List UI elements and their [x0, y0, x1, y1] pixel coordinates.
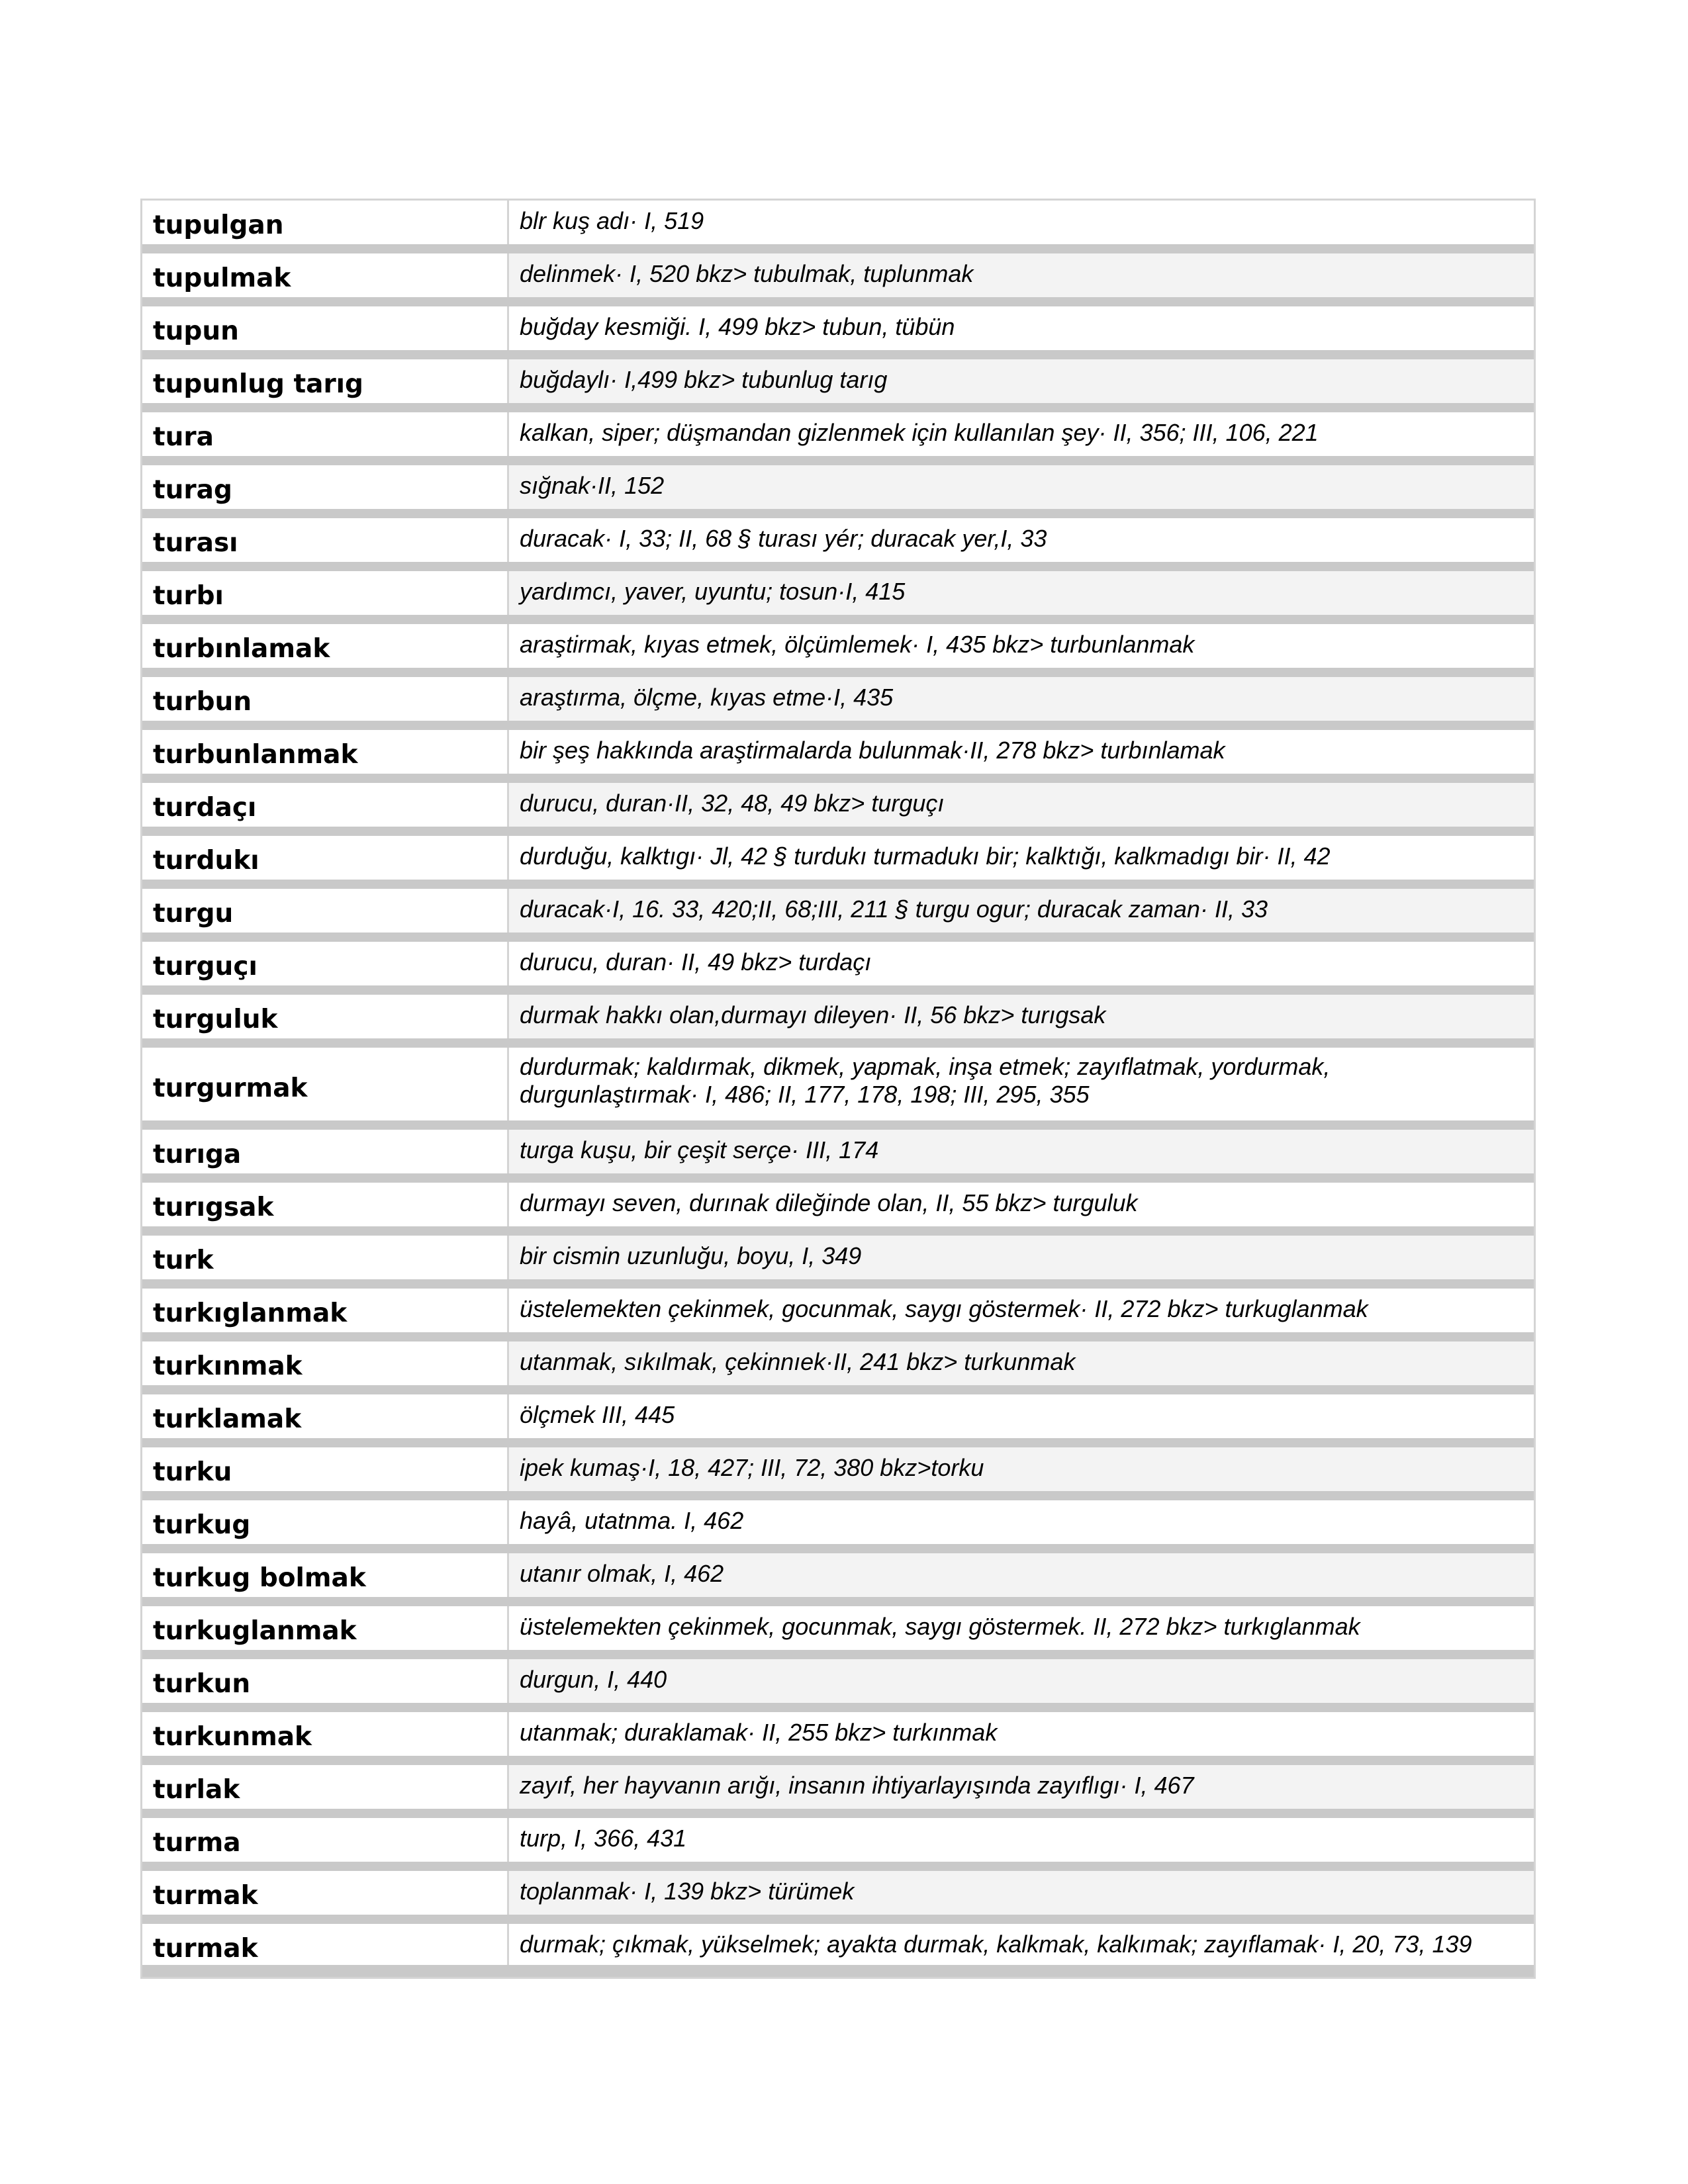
term-cell: turma — [142, 1818, 509, 1862]
term-cell: turku — [142, 1447, 509, 1491]
table-row — [142, 359, 1534, 412]
table-row — [142, 1236, 1534, 1289]
term-cell: turbunlanmak — [142, 730, 509, 774]
definition-cell: turp, I, 366, 431 — [509, 1818, 1534, 1862]
definition-cell: üstelemekten çekinmek, gocunmak, saygı göstermek· II, 272 bkz> turkuglanmak — [509, 1289, 1534, 1332]
definition-cell: turga kuşu, bir çeşit serçe· III, 174 — [509, 1130, 1534, 1173]
term-cell: turkınmak — [142, 1342, 509, 1385]
table-row — [142, 518, 1534, 571]
table-row — [142, 1500, 1534, 1553]
term-cell: turguluk — [142, 995, 509, 1038]
definition-cell: buğday kesmiği. I, 499 bkz> tubun, tübün — [509, 306, 1534, 350]
table-row — [142, 1289, 1534, 1342]
term-cell: turıgsak — [142, 1183, 509, 1226]
table-row — [142, 1048, 1534, 1130]
term-cell: tupulgan — [142, 201, 509, 244]
table-row — [142, 306, 1534, 359]
definition-cell: hayâ, utatnma. I, 462 — [509, 1500, 1534, 1544]
definition-cell: durduğu, kalktıgı· Jl, 42 § turdukı turmadukı bir; kalktığı, kalkmadıgı bir· II, 42 — [509, 836, 1534, 880]
table-row — [142, 942, 1534, 995]
dictionary-table — [140, 199, 1536, 1979]
term-cell: turkıglanmak — [142, 1289, 509, 1332]
term-cell: turbun — [142, 677, 509, 721]
definition-cell: utanır olmak, I, 462 — [509, 1553, 1534, 1597]
term-cell: turkug bolmak — [142, 1553, 509, 1597]
table-row — [142, 1130, 1534, 1183]
definition-cell: utanmak; duraklamak· II, 255 bkz> turkınmak — [509, 1712, 1534, 1756]
table-row — [142, 1394, 1534, 1447]
definition-cell: durucu, duran·II, 32, 48, 49 bkz> turguçı — [509, 783, 1534, 827]
term-cell: turkun — [142, 1659, 509, 1703]
term-cell: turgu — [142, 889, 509, 933]
term-cell: turguçı — [142, 942, 509, 985]
definition-cell: yardımcı, yaver, uyuntu; tosun·I, 415 — [509, 571, 1534, 615]
term-cell: tura — [142, 412, 509, 456]
table-row — [142, 253, 1534, 306]
term-cell: turkunmak — [142, 1712, 509, 1756]
term-cell: tupun — [142, 306, 509, 350]
definition-cell: durmayı seven, durınak dileğinde olan, II, 55 bkz> turguluk — [509, 1183, 1534, 1226]
table-row — [142, 995, 1534, 1048]
definition-cell: kalkan, siper; düşmandan gizlenmek için kullanılan şey· II, 356; III, 106, 221 — [509, 412, 1534, 456]
definition-cell: utanmak, sıkılmak, çekinnıek·II, 241 bkz> turkunmak — [509, 1342, 1534, 1385]
term-cell: turbı — [142, 571, 509, 615]
term-cell: tupulmak — [142, 253, 509, 297]
table-row — [142, 1342, 1534, 1394]
definition-cell: durucu, duran· II, 49 bkz> turdaçı — [509, 942, 1534, 985]
table-bottom-border — [142, 1965, 1534, 1977]
definition-cell: zayıf, her hayvanın arığı, insanın ihtiyarlayışında zayıflıgı· I, 467 — [509, 1765, 1534, 1809]
table-row — [142, 1871, 1534, 1924]
definition-cell: buğdaylı· I,499 bkz> tubunlug tarıg — [509, 359, 1534, 403]
table-row — [142, 1606, 1534, 1659]
table-row — [142, 1447, 1534, 1500]
table-row — [142, 677, 1534, 730]
term-cell: turbınlamak — [142, 624, 509, 668]
table-row — [142, 1712, 1534, 1765]
table-row — [142, 836, 1534, 889]
definition-cell: durmak; çıkmak, yükselmek; ayakta durmak, kalkmak, kalkımak; zayıflamak· I, 20, 73, 139 — [509, 1924, 1534, 1965]
term-cell: turmak — [142, 1924, 509, 1965]
definition-cell: araştırma, ölçme, kıyas etme·I, 435 — [509, 677, 1534, 721]
definition-cell: duracak· I, 33; II, 68 § turası yér; duracak yer,I, 33 — [509, 518, 1534, 562]
definition-cell: toplanmak· I, 139 bkz> türümek — [509, 1871, 1534, 1915]
term-cell: turıga — [142, 1130, 509, 1173]
definition-cell: bir şeş hakkında araştirmalarda bulunmak·II, 278 bkz> turbınlamak — [509, 730, 1534, 774]
definition-cell: blr kuş adı· I, 519 — [509, 201, 1534, 244]
term-cell: turk — [142, 1236, 509, 1279]
table-row — [142, 889, 1534, 942]
table-row — [142, 783, 1534, 836]
term-cell: turası — [142, 518, 509, 562]
definition-cell: üstelemekten çekinmek, gocunmak, saygı göstermek. II, 272 bkz> turkıglanmak — [509, 1606, 1534, 1650]
table-row — [142, 624, 1534, 677]
term-cell: turkug — [142, 1500, 509, 1544]
term-cell: turlak — [142, 1765, 509, 1809]
term-cell: turkuglanmak — [142, 1606, 509, 1650]
table-row — [142, 465, 1534, 518]
definition-cell: araştirmak, kıyas etmek, ölçümlemek· I, 435 bkz> turbunlanmak — [509, 624, 1534, 668]
table-row — [142, 1924, 1534, 1965]
table-row — [142, 1818, 1534, 1871]
definition-cell: duracak·I, 16. 33, 420;II, 68;III, 211 § turgu ogur; duracak zaman· II, 33 — [509, 889, 1534, 933]
table-row — [142, 1765, 1534, 1818]
table-row — [142, 1659, 1534, 1712]
definition-cell: delinmek· I, 520 bkz> tubulmak, tuplunmak — [509, 253, 1534, 297]
table-row — [142, 412, 1534, 465]
definition-cell: durdurmak; kaldırmak, dikmek, yapmak, inşa etmek; zayıflatmak, yordurmak, durgunlaştırmak· I, 486; II, 177, 178, 198; III, 295, 355 — [509, 1048, 1534, 1120]
table-row — [142, 1183, 1534, 1236]
definition-cell: bir cismin uzunluğu, boyu, I, 349 — [509, 1236, 1534, 1279]
term-cell: turag — [142, 465, 509, 509]
table-row — [142, 730, 1534, 783]
definition-cell: durgun, I, 440 — [509, 1659, 1534, 1703]
table-row — [142, 201, 1534, 253]
term-cell: turklamak — [142, 1394, 509, 1438]
table-row — [142, 1553, 1534, 1606]
definition-cell: ipek kumaş·I, 18, 427; III, 72, 380 bkz>torku — [509, 1447, 1534, 1491]
definition-cell: durmak hakkı olan,durmayı dileyen· II, 56 bkz> turıgsak — [509, 995, 1534, 1038]
term-cell: turdukı — [142, 836, 509, 880]
definition-cell: ölçmek III, 445 — [509, 1394, 1534, 1438]
table-row — [142, 571, 1534, 624]
term-cell: turgurmak — [142, 1048, 509, 1120]
term-cell: turmak — [142, 1871, 509, 1915]
definition-cell: sığnak·II, 152 — [509, 465, 1534, 509]
term-cell: tupunlug tarıg — [142, 359, 509, 403]
term-cell: turdaçı — [142, 783, 509, 827]
